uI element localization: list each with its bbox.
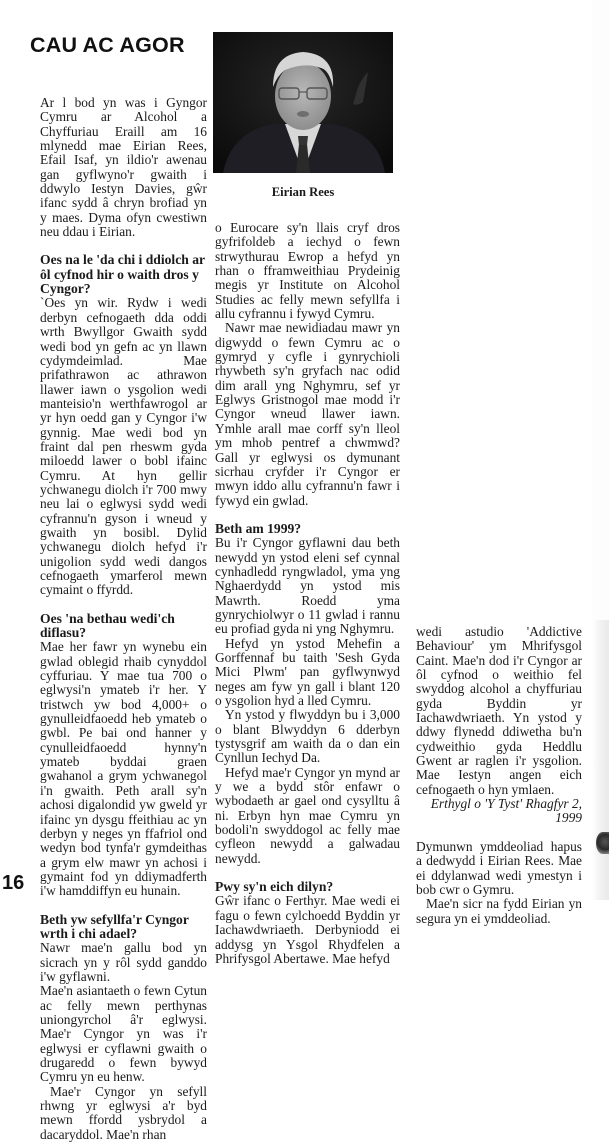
source-credit: Erthygl o 'Y Tyst' Rhagfyr 2, 1999 (430, 796, 582, 826)
question-heading: Beth am 1999? (215, 520, 302, 536)
column-1 (40, 96, 207, 1142)
closing-paragraph: Dymunwn ymddeoliad hapus a dedwydd i Eirian Rees. Mae ei ddylanwad wedi ymestyn i bob cwr o Gymru. (416, 838, 582, 897)
binder-hole-icon (596, 832, 609, 854)
question-heading: Beth yw sefyllfa'r Cyngor wrth i chi adael? (40, 911, 189, 941)
question-heading: Oes 'na bethau wedi'ch diflasu? (40, 610, 175, 641)
article-title: CAU AC AGOR (30, 33, 185, 57)
portrait-illustration (213, 32, 393, 173)
column-2 (215, 221, 400, 966)
page-margin-upper (592, 0, 609, 620)
answer-paragraph: o Eurocare sy'n llais cryf dros gyfrifoldeb a iechyd o fewn strwythurau Ewrop a hefyd yn rhan o fframweithiau Prydeinig megis yr Institute on Alcohol Studies ac felly mewn sefyllfa i allu cyfrannu i fywyd Cymru. (215, 220, 400, 322)
answer-paragraph: Bu i'r Cyngor gyflawni dau beth newydd yn ystod eleni sef cynnal cynhadledd ryngwladol, yma yng Nghaerdydd yn ystod mis Mawrth. Roedd yma gynrychiolwyr o 11 gwlad i rannu eu profiad gyda ni yng Nghymru. (215, 535, 400, 637)
page-number: 16 (2, 872, 25, 894)
question-heading: Oes na le 'da chi i ddiolch ar ôl cyfnod hir o waith dros y Cyngor? (40, 252, 205, 297)
answer-paragraph: Hefyd mae'r Cyngor yn mynd ar y we a bydd stôr enfawr o wybodaeth ar gael ond cysylltu â ni. Erbyn hyn mae Cymru yn bodoli'n swyddogol ac felly mae cyfleon newydd a galwadau newydd. (215, 764, 400, 866)
answer-paragraph: Mae'r Cyngor yn sefyll rhwng yr eglwysi a'r byd mewn ffordd ysbrydol a dacaryddol. Mae'n rhan (40, 1083, 207, 1142)
answer-paragraph: Gŵr ifanc o Ferthyr. Mae wedi ei fagu o fewn cylchoedd Byddin yr Iachawdwriaeth. Derbyniodd ei addysg yn Ysgol Rhydfelen a Phrifysgol Abertawe. Mae hefyd (215, 893, 400, 966)
answer-paragraph: Hefyd yn ystod Mehefin a Gorffennaf bu taith 'Sesh Gyda Mici Plwm' pan gyflwynwyd neges am fyw yn gall i blant 120 o ysgolion hyd a lled Cymru. (215, 635, 400, 708)
answer-paragraph: Mae her fawr yn wynebu ein gwlad oblegid rhaib cynyddol cyffuriau. Y mae tua 700 o eglwysi'n ymateb i'r her. Y tristwch yw bod 4,000+ o gynulleidfaoedd heb ymateb o gwbl. Pe bai ond hanner y cynulleidfaoedd hynny'n ymateb byddai graen gwahanol a grym ychwanegol i'n gwaith. Peth arall sy'n achosi digalondid yw gweld yr ifainc yn dysgu ffeithiau ac yn derbyn y neges yn ffafriol ond wedyn bod tynfa'r gymdeithas a grym elw mawr yn achosi i gymaint fod yn ddiymadferth i'w hamddiffyn eu hunain. (40, 639, 207, 899)
page-edge-shadow (592, 620, 609, 900)
closing-paragraph: Mae'n sicr na fydd Eirian yn segura yn ei ymddeoliad. (416, 896, 582, 926)
answer-paragraph: wedi astudio 'Addictive Behaviour' ym Mhrifysgol Caint. Mae'n dod i'r Cyngor ar ôl cyfnod o weithio fel swyddog alcohol a chyffuriau gyda Byddin yr Iachawdwriaeth. Yn ystod y ddwy flynedd ddiwetha bu'n cydweithio gyda Heddlu Gwent ar raglen i'r ysgolion. Mae Iestyn angen eich cefnogaeth o hyn ymlaen. (416, 624, 582, 797)
intro-paragraph: Ar l bod yn was i Gyngor Cymru ar Alcohol a Chyffuriau Eraill am 16 mlynedd mae Eirian Rees, Efail Isaf, yn ildio'r awenau gan gyflwyno'r gwaith i ddwylo Iestyn Davies, gŵr ifanc sydd â chryn brofiad yn y maes. Dyma ofyn cwestiwn neu ddau i Eirian. (40, 95, 207, 240)
question-heading: Pwy sy'n eich dilyn? (215, 879, 334, 895)
answer-paragraph: Yn ystod y flwyddyn bu i 3,000 o blant Blwyddyn 6 dderbyn tystysgrif am waith da o dan ein Cynllun Iechyd Da. (215, 707, 400, 766)
answer-paragraph: Mae'n asiantaeth o fewn Cytun ac felly mewn perthynas uniongyrchol â'r eglwysi. Mae'r Cyngor yn was i'r eglwysi er cyflawni gwaith o drugaredd o fewn bywyd Cymru yn eu henw. (40, 983, 207, 1085)
answer-paragraph: Nawr mae newidiadau mawr yn digwydd o fewn Cymru ac o gymryd y cyfle i gynrychioli rhywbeth sy'n gryfach nac odid dim arall yng Nghymru, sef yr Eglwys Gristnogol mae modd i'r Cyngor wneud llawer iawn. Ymhle arall mae corff sy'n lleol ym mhob pentref a chwmwd? Gall yr eglwysi os dymunant sicrhau cryfder i'r Cyngor er mwyn iddo allu cyfrannu'n fawr i fywyd ein gwlad. (215, 320, 400, 508)
photo-caption: Eirian Rees (271, 185, 335, 199)
answer-paragraph: `Oes yn wir. Rydw i wedi derbyn cefnogaeth dda oddi wrth Bwyllgor Gwaith sydd wedi bod yn gefn ac yn llawn cydymdeimlad. Mae prifathrawon ac athrawon llawer iawn o ysgolion wedi manteisio'n werthfawrogol ar yr hyn oedd gan y Cyngor i'w gynnig. Mae wedi bod yn fraint dal pen rheswm gyda miloedd lawer o bobl ifainc Cymru. At hyn gellir ychwanegu diolch i'r 700 mwy neu lai o eglwysi sydd wedi cyfrannu'n gyson i wneud y gwaith yn bosibl. Dylid ychwanegu diolch hefyd i'r unigolion sydd wedi dangos cefnogaeth ymarferol mewn cymaint o ffyrdd. (40, 295, 207, 598)
column-3 (416, 625, 582, 926)
answer-paragraph: Nawr mae'n gallu bod yn sicrach yn y rôl sydd ganddo i'w gyflawni. (40, 940, 207, 984)
portrait-photo (213, 32, 393, 173)
